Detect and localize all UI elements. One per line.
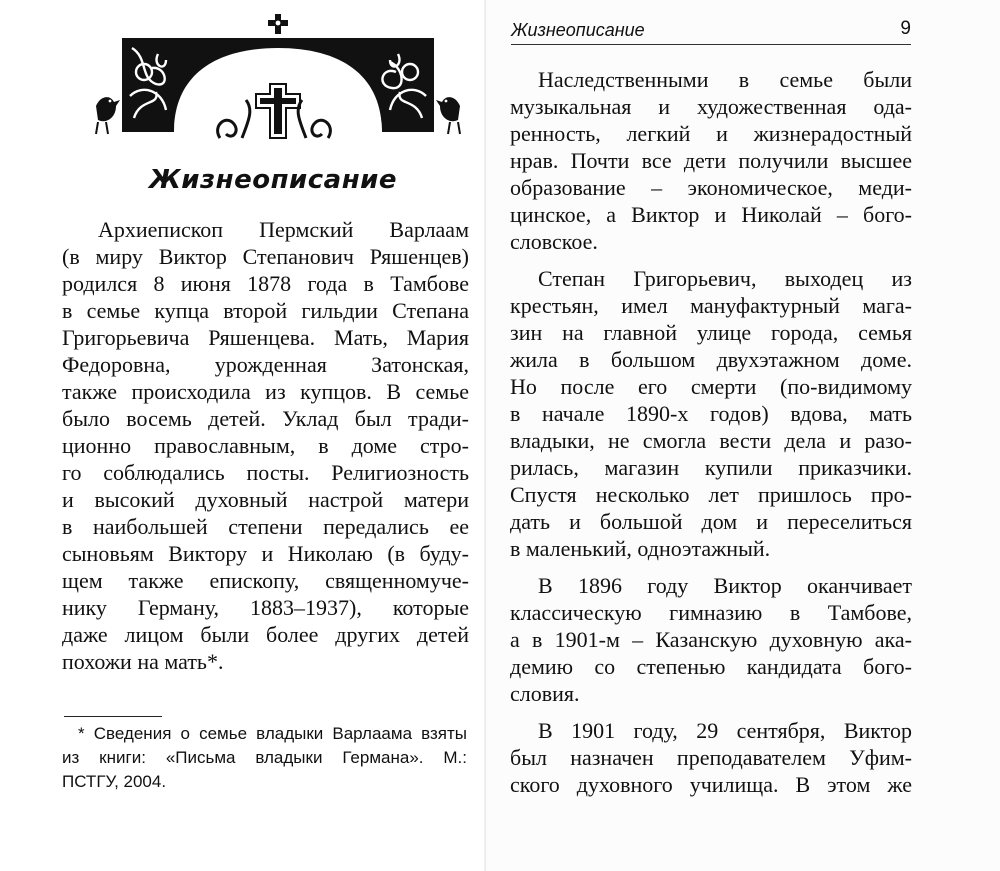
left-bird-icon [96,97,120,134]
paragraph [510,66,912,255]
text-line: нику Герману, 1883–1937), которые [62,595,469,620]
footnote-line: ПСТГУ, 2004. [62,772,167,791]
cross-arch-ornament [92,14,464,142]
text-line: музыкальная и художественная ода- [510,94,912,119]
text-line: Федоровна, урожденная Затонская, [62,352,469,377]
text-line: сыновьям Виктору и Николаю (в буду- [62,541,469,566]
text-line: даже лицом были более других детей [62,622,469,647]
left-body-paragraph [62,216,469,675]
text-line: нрав. Почти все дети получили высшее [510,148,912,173]
text-line: В 1896 году Виктор оканчивает [538,573,912,598]
text-line: словия. [510,681,580,706]
paragraph [510,717,912,798]
footnote-divider [64,716,162,717]
text-line: в маленький, одноэтажный. [510,536,771,561]
paragraph-gap [510,562,912,572]
page-number: 9 [900,18,911,39]
text-line: го соблюдались посты. Религиозность [62,460,469,485]
text-line: Спустя несколько лет пришлось про- [510,482,912,507]
running-title: Жизнеописание [511,20,645,40]
text-line: Но после его смерти (по-видимому [510,374,912,399]
text-line: ского духовного училища. В этом же [510,772,912,797]
text-line: также происходила из купцов. В семье [62,379,469,404]
text-line: щем также епископу, священномуче- [62,568,469,593]
footnote-line: из книги: «Письма владыки Германа». М.: [62,748,467,767]
text-line: словское. [510,229,598,254]
text-line: родился 8 июня 1878 года в Тамбове [62,271,469,296]
paragraph-gap [510,707,912,717]
text-line: крестьян, имел мануфактурный мага- [510,293,912,318]
text-line: а в 1901-м – Казанскую духовную ака- [510,627,912,652]
text-line: (в миру Виктор Степанович Ряшенцев) [62,244,469,269]
right-body [510,66,912,798]
text-line: цинское, а Виктор и Николай – бого- [510,202,912,227]
text-line: Степан Григорьевич, выходец из [538,266,912,291]
text-line: было восемь детей. Уклад был тради- [62,406,469,431]
running-header [511,20,911,46]
text-line: жила в большом двухэтажном доме. [510,347,912,372]
paragraph [510,265,912,562]
header-rule [511,44,911,45]
text-line: демию со степенью кандидата бого- [510,654,912,679]
text-line: В 1901 году, 29 сентября, Виктор [538,718,912,743]
text-line: и высокий духовный настрой матери [62,487,469,512]
paragraph-gap [510,255,912,265]
text-line: классическую гимназию в Тамбове, [510,600,912,625]
text-line: в начале 1890-х годов) вдова, мать [510,401,912,426]
text-line: рилась, магазин купили приказчики. [510,455,912,480]
text-line: образование – экономическое, меди- [510,175,912,200]
text-line: был назначен преподавателем Уфим- [510,745,912,770]
text-line: зин на главной улице города, семья [510,320,912,345]
text-line: в семье купца второй гильдии Степана [62,298,469,323]
text-line: Наследственными в семье были [538,67,912,92]
text-line: похожи на мать*. [62,649,224,674]
right-bird-icon [436,97,460,134]
text-line: ренность, легкий и жизнерадостный [510,121,912,146]
paragraph [510,572,912,707]
text-line: Архиепископ Пермский Варлаам [98,217,469,242]
chapter-title: Жизнеописание [148,165,398,195]
text-line: дать и большой дом и переселиться [510,509,912,534]
text-line: владыки, не смогла вести дела и разо- [510,428,912,453]
top-cross-icon [268,14,288,34]
text-line: в наибольшей степени передались ее [62,514,469,539]
text-line: ционно православным, в доме стро- [62,433,469,458]
text-line: Григорьевича Ряшенцева. Мать, Мария [62,325,469,350]
left-page [0,0,486,871]
footnote [62,722,467,794]
cross-icon [256,84,300,138]
footnote-line: * Сведения о семье владыки Варлаама взяты [78,724,467,743]
